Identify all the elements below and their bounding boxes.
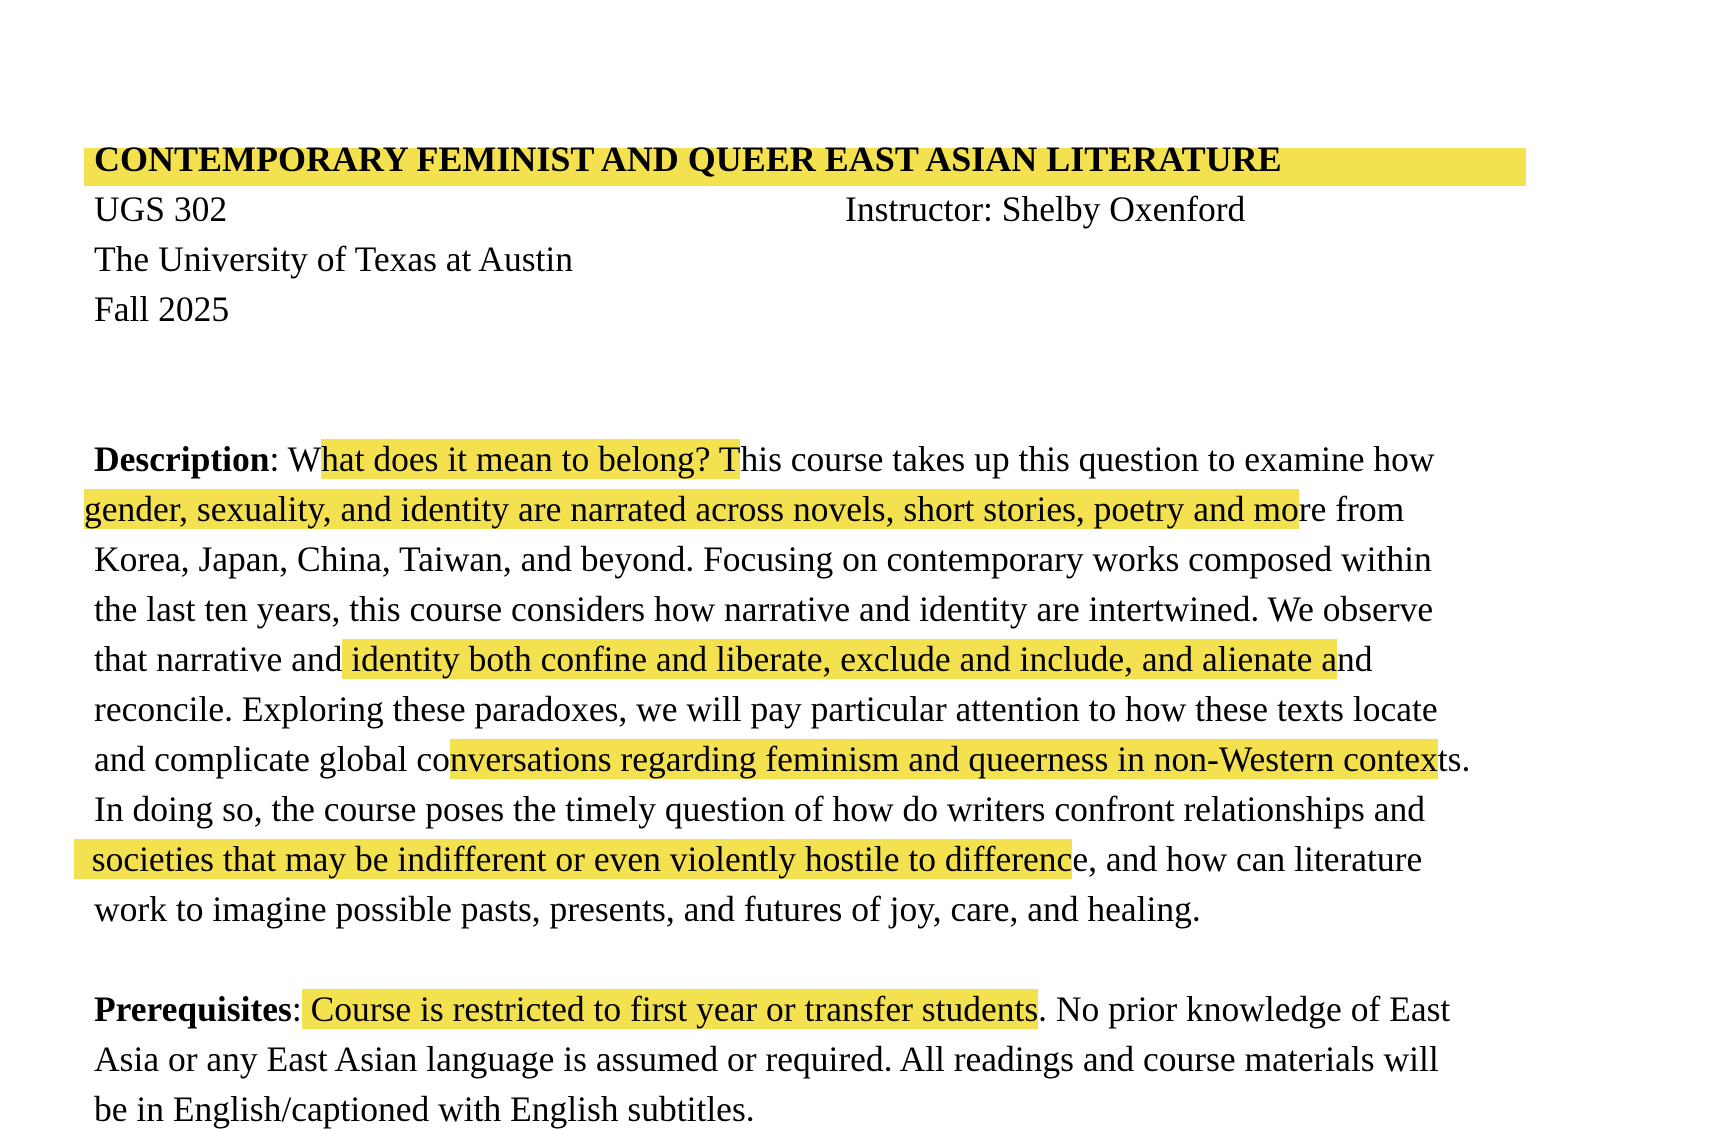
description-label: Description bbox=[94, 439, 270, 479]
university-name: The University of Texas at Austin bbox=[94, 239, 573, 279]
term: Fall 2025 bbox=[94, 289, 230, 329]
instructor-name: Instructor: Shelby Oxenford bbox=[845, 189, 1246, 229]
course-code: UGS 302 bbox=[94, 189, 228, 229]
description-line: the last ten years, this course considers how narrative and identity are intertwined. We observe bbox=[94, 589, 1434, 629]
description-line: that narrative and identity both confine and liberate, exclude and include, and alienate and bbox=[94, 639, 1373, 679]
description-line: work to imagine possible pasts, presents, and futures of joy, care, and healing. bbox=[94, 889, 1201, 929]
prerequisites-line: Prerequisites: Course is restricted to first year or transfer students. No prior knowledge of East bbox=[94, 989, 1451, 1029]
description-line: Description: What does it mean to belong? This course takes up this question to examine how bbox=[94, 439, 1435, 479]
highlighted-text: nversations regarding feminism and queerness in non-Western contex bbox=[449, 739, 1438, 779]
highlighted-text: gender, sexuality, and identity are narrated across novels, short stories, poetry and mo bbox=[84, 489, 1299, 529]
highlighted-text: hat does it mean to belong? T bbox=[321, 439, 741, 479]
highlighted-text: Course is restricted to first year or transfer students bbox=[301, 989, 1039, 1029]
description-line: and complicate global conversations regarding feminism and queerness in non-Western contexts. bbox=[94, 739, 1471, 779]
description-line: reconcile. Exploring these paradoxes, we will pay particular attention to how these texts locate bbox=[94, 689, 1438, 729]
highlighted-text: societies that may be indifferent or even violently hostile to differenc bbox=[74, 839, 1072, 879]
prerequisites-line: Asia or any East Asian language is assumed or required. All readings and course materials will bbox=[94, 1039, 1439, 1079]
description-line: gender, sexuality, and identity are narrated across novels, short stories, poetry and more from bbox=[84, 489, 1405, 529]
prerequisites-line: be in English/captioned with English subtitles. bbox=[94, 1089, 755, 1129]
description-line: In doing so, the course poses the timely question of how do writers confront relationships and bbox=[94, 789, 1426, 829]
highlighted-text: identity both confine and liberate, exclude and include, and alienate a bbox=[342, 639, 1337, 679]
description-line: Korea, Japan, China, Taiwan, and beyond. Focusing on contemporary works composed within bbox=[94, 539, 1432, 579]
course-title: CONTEMPORARY FEMINIST AND QUEER EAST ASIAN LITERATURE bbox=[94, 139, 1282, 179]
description-line: societies that may be indifferent or even violently hostile to difference, and how can literature bbox=[74, 839, 1422, 879]
prerequisites-label: Prerequisites bbox=[94, 989, 292, 1029]
